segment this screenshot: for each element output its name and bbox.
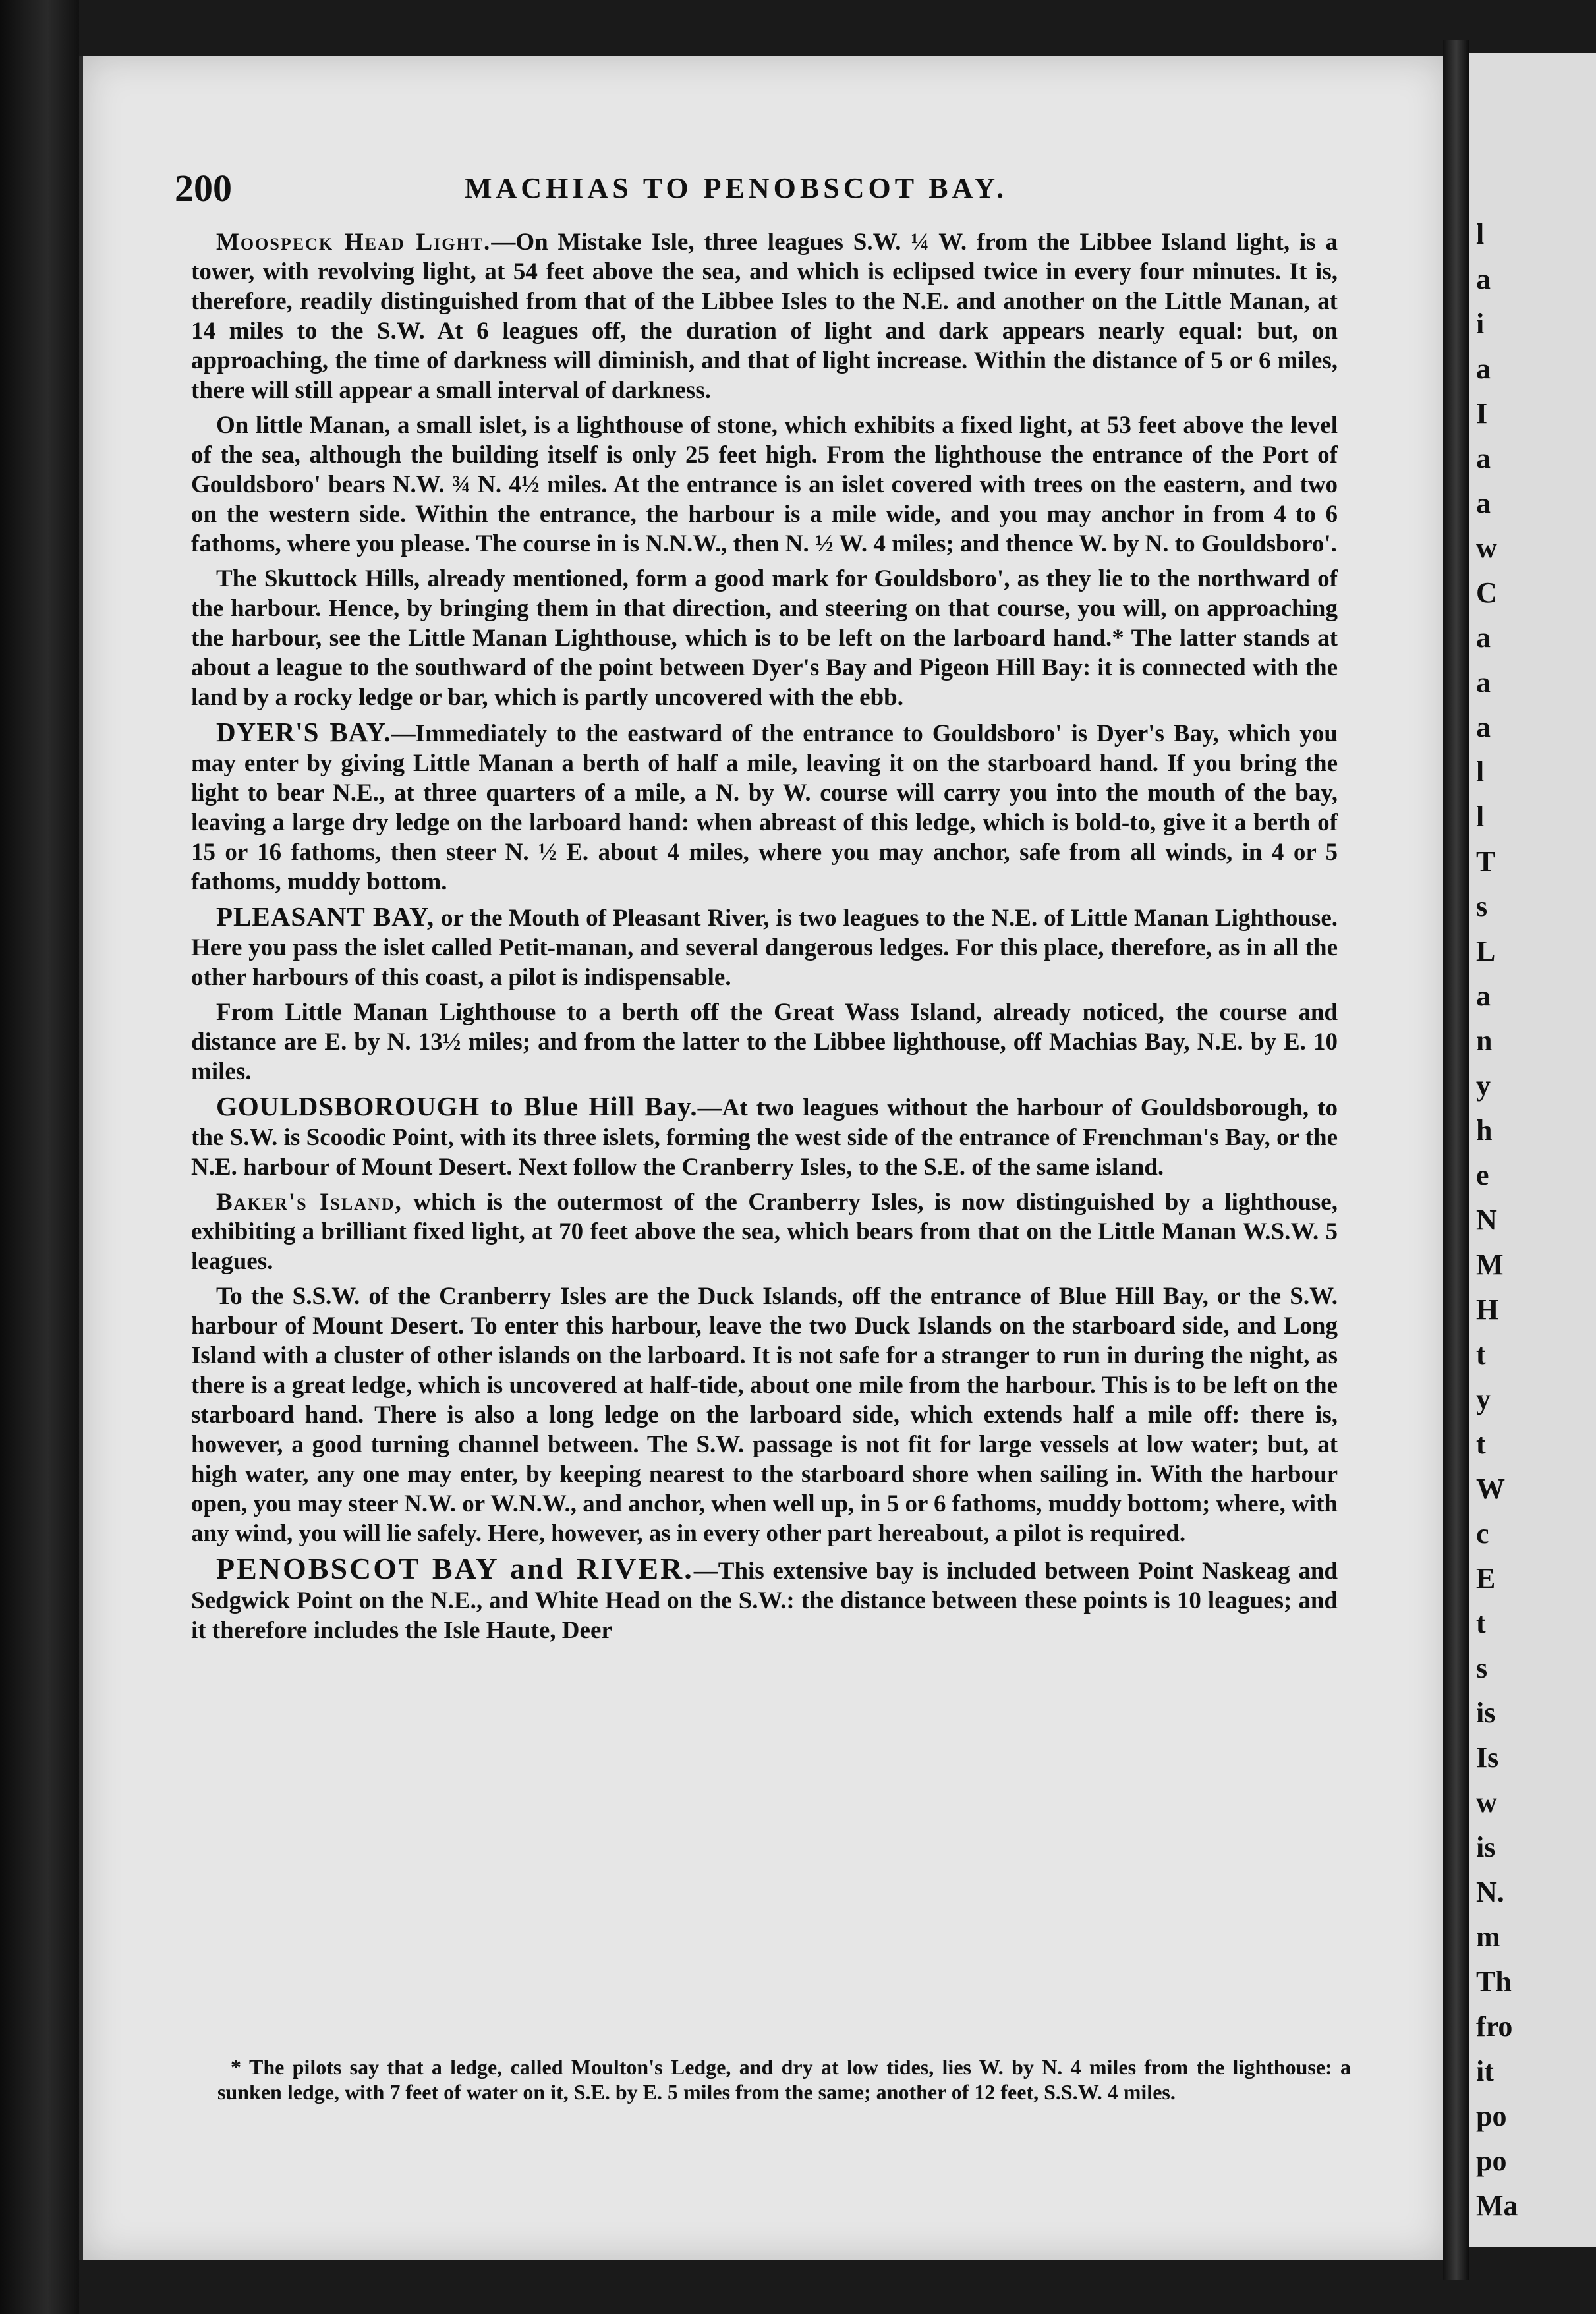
- paragraph-text: —At two leagues without the harbour of Gouldsborough, to the S.W. is Scoodic Point, with its three islets, forming the west side of the entrance of Frenchman's Bay, or the N.E. harbour of Mount Desert. Next follow the Cranberry Isles, to the S.E. of the same island.: [191, 1094, 1338, 1181]
- adjacent-page-fragment: l: [1476, 801, 1485, 833]
- paragraph: [191, 718, 1338, 897]
- adjacent-page-fragment: y: [1476, 1069, 1491, 1102]
- adjacent-page-fragment: Ma: [1476, 2189, 1518, 2222]
- paragraph-text: which is the outermost of the Cranberry Isles, is now distinguished by a lighthouse, exhibiting a brilliant fixed light, at 70 feet above the sea, which bears from that on the Little Manan W.S.W. 5 leagues.: [191, 1189, 1338, 1275]
- page-number: 200: [175, 167, 232, 210]
- adjacent-page-fragment: a: [1476, 980, 1491, 1012]
- adjacent-page-fragment: H: [1476, 1293, 1499, 1326]
- paragraph: [191, 902, 1338, 992]
- adjacent-page-fragment: a: [1476, 487, 1491, 519]
- adjacent-page-fragment: e: [1476, 1159, 1489, 1191]
- adjacent-page-fragment: N: [1476, 1204, 1497, 1236]
- adjacent-page-fragment: l: [1476, 218, 1485, 250]
- adjacent-page-fragment: N.: [1476, 1876, 1504, 1908]
- paragraph: [191, 1282, 1338, 1548]
- body-text: [191, 227, 1338, 1651]
- footnote-paragraph: [217, 2054, 1351, 2104]
- footnote-text: The pilots say that a ledge, called Moulton's Ledge, and dry at low tides, lies W. by N. 4 miles from the lighthouse: a sunken ledge, with 7 feet of water on it, S.E. by E. 5 miles from the same; another of 12 feet, S.S.W. 4 miles.: [217, 2055, 1351, 2104]
- paragraph: [191, 410, 1338, 559]
- paragraph: [191, 564, 1338, 712]
- paragraph-text: —This extensive bay is included between Point Naskeag and Sedgwick Point on the N.E., and White Head on the S.W.: the distance between these points is 10 leagues; and it therefore includes the Isle Haute, Deer: [191, 1558, 1338, 1644]
- adjacent-page-fragment: a: [1476, 442, 1491, 474]
- adjacent-page-fragment: h: [1476, 1114, 1493, 1146]
- adjacent-page-fragment: C: [1476, 577, 1497, 609]
- adjacent-page-fragment: E: [1476, 1562, 1496, 1594]
- paragraph-text: On little Manan, a small islet, is a lighthouse of stone, which exhibits a fixed light, at 53 feet above the level of the sea, although the building itself is only 25 feet high. From the lighthouse the entrance of the Port of Gouldsboro' bears N.W. ¾ N. 4½ miles. At the entrance is an islet covered with trees on the eastern, and two on the western side. Within the entrance, the harbour is a mile wide, and you may anchor in from 4 to 6 fathoms, where you please. The course in is N.N.W., then N. ½ W. 4 miles; and thence W. by N. to Gouldsboro'.: [191, 412, 1338, 557]
- adjacent-page-fragment: s: [1476, 890, 1488, 922]
- paragraph: [191, 227, 1338, 405]
- paragraph-lead: PLEASANT BAY,: [216, 901, 435, 932]
- adjacent-page-fragment: c: [1476, 1517, 1489, 1550]
- paragraph: [191, 1554, 1338, 1645]
- adjacent-page-fragment: a: [1476, 711, 1491, 743]
- paragraph-text: —Immediately to the eastward of the entrance to Gouldsboro' is Dyer's Bay, which you may enter by giving Little Manan a berth of half a mile, leaving it on the starboard hand. If you bring the light to bear N.E., at three quarters of a mile, a N. by W. course will carry you into the mouth of the bay, leaving a large dry ledge on the larboard hand: when abreast of this ledge, which is bold-to, give it a berth of 15 or 16 fathoms, then steer N. ½ E. about 4 miles, where you may anchor, safe from all winds, in 4 or 5 fathoms, muddy bottom.: [191, 720, 1338, 895]
- running-head: MACHIAS TO PENOBSCOT BAY.: [465, 172, 1008, 204]
- paragraph: [191, 1187, 1338, 1276]
- adjacent-page-fragment: t: [1476, 1607, 1486, 1639]
- adjacent-page-fragment: Th: [1476, 1965, 1512, 1998]
- page-gutter: [1443, 40, 1469, 2280]
- paragraph-text: The Skuttock Hills, already mentioned, form a good mark for Gouldsboro', as they lie to the northward of the harbour. Hence, by bringing them in that direction, and steering on that course, you will, on approaching the harbour, see the Little Manan Lighthouse, which is to be left on the larboard hand.* The latter stands at about a league to the southward of the point between Dyer's Bay and Pigeon Hill Bay: it is connected with the land by a rocky ledge or bar, which is partly uncovered with the ebb.: [191, 565, 1338, 711]
- adjacent-page-fragment: po: [1476, 2100, 1507, 2132]
- adjacent-page-fragment: i: [1476, 308, 1485, 340]
- adjacent-page-fragment: l: [1476, 756, 1485, 788]
- paragraph: [191, 998, 1338, 1086]
- adjacent-page-fragment: a: [1476, 263, 1491, 295]
- adjacent-page-fragment: fro: [1476, 2010, 1513, 2043]
- adjacent-page-fragment: w: [1476, 532, 1497, 564]
- adjacent-page-fragment: t: [1476, 1428, 1486, 1460]
- paragraph-text: or the Mouth of Pleasant River, is two leagues to the N.E. of Little Manan Lighthouse. Here you pass the islet called Petit-manan, and several dangerous ledges. For this place, therefore, as in all the other harbours of this coast, a pilot is indispensable.: [191, 905, 1338, 991]
- footnote: [217, 2054, 1351, 2104]
- footnote-marker: *: [231, 2055, 241, 2079]
- adjacent-page-fragment: y: [1476, 1383, 1491, 1415]
- book-spine: [0, 0, 79, 2314]
- adjacent-page-fragment: it: [1476, 2055, 1494, 2087]
- adjacent-page-fragment: Is: [1476, 1741, 1499, 1774]
- paragraph-lead: PENOBSCOT BAY and RIVER.: [216, 1552, 694, 1585]
- adjacent-page-fragment: n: [1476, 1025, 1493, 1057]
- adjacent-page-fragment: T: [1476, 845, 1496, 878]
- paragraph-lead: GOULDSBOROUGH to Blue Hill Bay.: [216, 1091, 698, 1121]
- adjacent-page-fragment: M: [1476, 1249, 1504, 1281]
- adjacent-page-fragment: is: [1476, 1697, 1496, 1729]
- paragraph-text: From Little Manan Lighthouse to a berth off the Great Wass Island, already noticed, the course and distance are E. by N. 13½ miles; and from the latter to the Libbee lighthouse, off Machias Bay, N.E. by E. 10 miles.: [191, 999, 1338, 1085]
- adjacent-page-edge: [1469, 53, 1596, 2247]
- paragraph-text: —On Mistake Isle, three leagues S.W. ¼ W. from the Libbee Island light, is a tower, with revolving light, at 54 feet above the sea, and which is eclipsed twice in every four minutes. It is, therefore, readily distinguished from that of the Libbee Isles to the N.E. and another on the Little Manan, at 14 miles to the S.W. At 6 leagues off, the duration of light and dark appears nearly equal: but, on approaching, the time of darkness will diminish, and that of light increase. Within the distance of 5 or 6 miles, there will still appear a small interval of darkness.: [191, 229, 1338, 404]
- paragraph-lead: Moospeck Head Light.: [216, 229, 492, 256]
- adjacent-page-fragment: t: [1476, 1338, 1486, 1370]
- adjacent-page-fragment: m: [1476, 1921, 1500, 1953]
- adjacent-page-fragment: po: [1476, 2145, 1507, 2177]
- adjacent-page-fragment: is: [1476, 1831, 1496, 1863]
- adjacent-page-fragment: s: [1476, 1652, 1488, 1684]
- page-header: [175, 166, 1348, 212]
- paragraph: [191, 1092, 1338, 1182]
- paragraph-text: To the S.S.W. of the Cranberry Isles are the Duck Islands, off the entrance of Blue Hill Bay, or the S.W. harbour of Mount Desert. To enter this harbour, leave the two Duck Islands on the starboard side, and Long Island with a cluster of other islands on the larboard. It is not safe for a stranger to run in during the night, as there is a great ledge, which is uncovered at half-tide, about one mile from the harbour. This is to be left on the starboard hand. There is also a long ledge on the larboard side, which extends half a mile off: there is, however, a good turning channel between. The S.W. passage is not fit for large vessels at low water; but, at high water, any one may enter, by keeping nearest to the starboard shore when sailing in. With the harbour open, you may steer N.W. or W.N.W., and anchor, when well up, in 5 or 6 fathoms, muddy bottom; where, with any wind, you will lie safely. Here, however, as in every other part hereabout, a pilot is required.: [191, 1283, 1338, 1547]
- adjacent-page-fragment: I: [1476, 397, 1488, 430]
- paragraph-lead: DYER'S BAY.: [216, 717, 391, 747]
- adjacent-page-fragment: a: [1476, 353, 1491, 385]
- adjacent-page-fragment: W: [1476, 1473, 1505, 1505]
- adjacent-page-fragment: a: [1476, 621, 1491, 654]
- adjacent-page-fragment: a: [1476, 666, 1491, 698]
- adjacent-page-fragment: L: [1476, 935, 1496, 967]
- paragraph-lead: Baker's Island,: [216, 1189, 403, 1216]
- adjacent-page-fragment: w: [1476, 1786, 1497, 1819]
